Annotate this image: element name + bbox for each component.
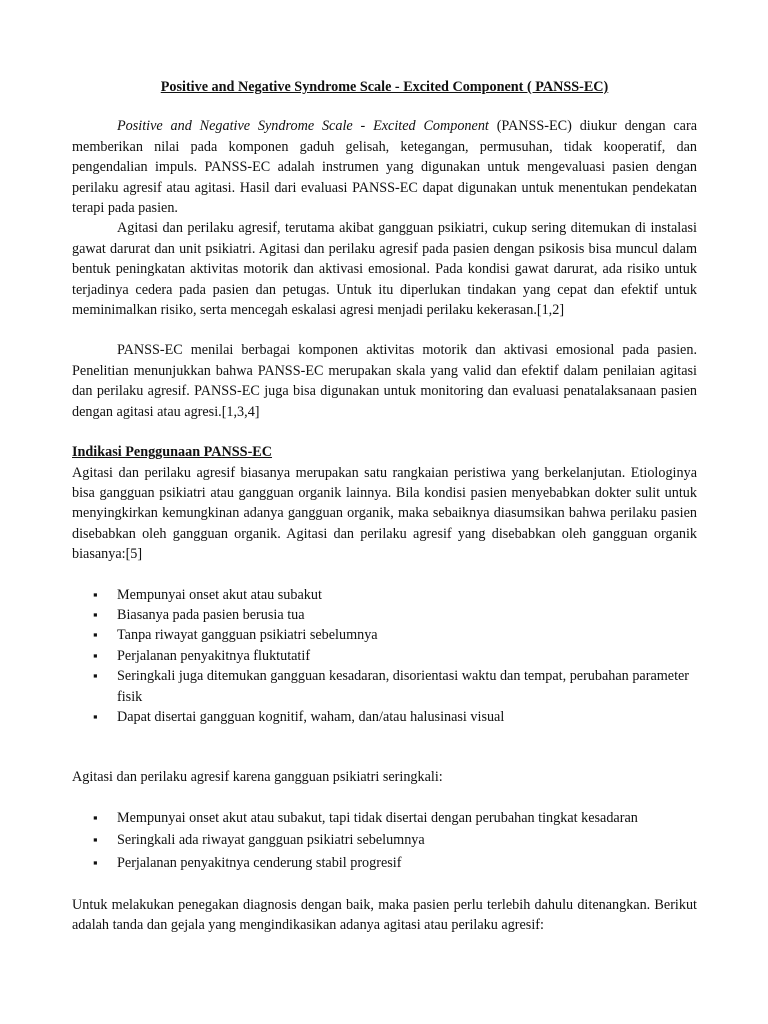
intro-paragraph-2: Agitasi dan perilaku agresif, terutama akibat gangguan psikiatri, cukup sering ditemukan di instalasi gawat darurat dan unit psikiatri. Agitasi dan perilaku agresif pada pasien dengan psikosis bisa muncul dalam bentuk peningkatan aktivitas motorik dan aktivasi emosional. Pada kondisi gawat darurat, ada risiko untuk terjadinya cedera pada pasien dan petugas. Untuk itu diperlukan tindakan yang cepat dan efektif untuk meminimalkan risiko, serta mencegah eskalasi agresi menjadi perilaku kekerasan.[1,2] bbox=[72, 220, 697, 319]
list-item: ▪ Seringkali ada riwayat gangguan psikiatri sebelumnya bbox=[117, 830, 697, 850]
organik-list bbox=[72, 585, 697, 728]
indikasi-paragraph-2: Agitasi dan perilaku agresif karena gangguan psikiatri seringkali: bbox=[72, 769, 443, 786]
intro-paragraph-1 bbox=[72, 116, 697, 218]
spacer bbox=[72, 747, 697, 767]
psikiatri-list bbox=[72, 808, 697, 873]
section-heading-indikasi: Indikasi Penggunaan PANSS-EC bbox=[72, 444, 273, 461]
document-title: Positive and Negative Syndrome Scale - Excited Component ( PANSS-EC) bbox=[160, 79, 609, 95]
list-item: ▪ Mempunyai onset akut atau subakut bbox=[117, 585, 697, 605]
intro-paragraph-3: PANSS-EC menilai berbagai komponen aktivitas motorik dan aktivasi emosional pada pasien. Penelitian menunjukkan bahwa PANSS-EC merupakan skala yang valid dan efektif dalam penilaian agitasi dan perilaku agresif. PANSS-EC juga bisa digunakan untuk monitoring dan evaluasi penatalaksanaan pasien dengan agitasi atau agresi.[1,3,4] bbox=[72, 342, 697, 420]
list-item: ▪ Biasanya pada pasien berusia tua bbox=[117, 605, 697, 625]
intro-italic-term: Positive and Negative Syndrome Scale - Excited Component bbox=[117, 118, 489, 135]
list-item: ▪ Dapat disertai gangguan kognitif, waham, dan/atau halusinasi visual bbox=[117, 707, 697, 727]
document-body bbox=[72, 77, 697, 936]
spacer bbox=[72, 422, 697, 442]
spacer bbox=[72, 320, 697, 340]
list-item: ▪ Seringkali juga ditemukan gangguan kesadaran, disorientasi waktu dan tempat, perubahan parameter fisik bbox=[117, 666, 697, 707]
intro-paragraph-1-text: (PANSS-EC) diukur dengan cara memberikan nilai pada komponen gaduh gelisah, ketegangan, permusuhan, tidak kooperatif, dan pengendalian impuls. PANSS-EC adalah instrumen yang digunakan untuk mengevaluasi pasien dengan perilaku agresif atau agitasi. Hasil dari evaluasi PANSS-EC dapat digunakan untuk menentukan pendekatan terapi pada pasien. bbox=[72, 118, 698, 217]
spacer bbox=[72, 565, 697, 585]
list-item: ▪ Tanpa riwayat gangguan psikiatri sebelumnya bbox=[117, 625, 697, 645]
spacer bbox=[72, 788, 697, 808]
indikasi-paragraph-1: Agitasi dan perilaku agresif biasanya merupakan satu rangkaian peristiwa yang berkelanjutan. Etiologinya bisa gangguan psikiatri atau gangguan organik lainnya. Bila kondisi pasien menyebabkan dokter sulit untuk menyingkirkan kemungkinan adanya gangguan organik, maka sebaiknya diasumsikan bahwa perilaku pasien disebabkan oleh gangguan organik. Agitasi dan perilaku agresif yang disebabkan oleh gangguan organik biasanya:[5] bbox=[72, 464, 697, 563]
list-item: ▪ Perjalanan penyakitnya cenderung stabil progresif bbox=[117, 853, 697, 873]
spacer bbox=[72, 875, 697, 895]
list-item: ▪ Mempunyai onset akut atau subakut, tapi tidak disertai dengan perubahan tingkat kesadaran bbox=[117, 808, 697, 828]
indikasi-paragraph-3: Untuk melakukan penegakan diagnosis dengan baik, maka pasien perlu terlebih dahulu ditenangkan. Berikut adalah tanda dan gejala yang mengindikasikan adanya agitasi atau perilaku agresif: bbox=[72, 897, 697, 934]
spacer bbox=[72, 727, 697, 747]
list-item: ▪ Perjalanan penyakitnya fluktutatif bbox=[117, 646, 697, 666]
